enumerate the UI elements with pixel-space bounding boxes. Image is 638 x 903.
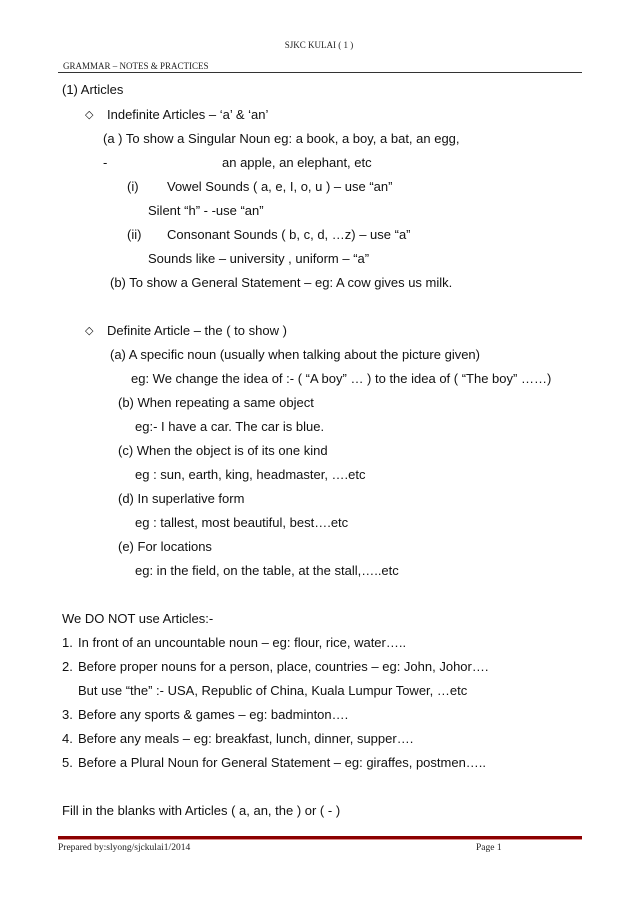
subheading: We DO NOT use Articles:- [62,611,214,626]
header-title: SJKC KULAI ( 1 ) [284,40,354,50]
text-line: (c) When the object is of its one kind [118,443,328,458]
exercise-instruction: Fill in the blanks with Articles ( a, an, the ) or ( - ) [62,803,341,818]
text-line: (i) [127,179,139,194]
text-line: Vowel Sounds ( a, e, I, o, u ) – use “an” [167,179,393,194]
text-line: eg: We change the idea of :- ( “A boy” … ) to the idea of ( “The boy” ……) [131,371,552,386]
list-item: Before any sports & games – eg: badminton…. [78,707,349,722]
text-line: (ii) [127,227,142,242]
header-rule [58,72,582,73]
list-number: 4. [62,731,73,746]
text-line: Consonant Sounds ( b, c, d, …z) – use “a” [167,227,411,242]
text-line: Silent “h” - -use “an” [148,203,264,218]
list-number: 3. [62,707,73,722]
text-line: eg: in the field, on the table, at the stall,…..etc [135,563,399,578]
list-item: In front of an uncountable noun – eg: flour, rice, water….. [78,635,407,650]
text-line: - [103,155,108,170]
text-line: (a ) To show a Singular Noun eg: a book, a boy, a bat, an egg, [103,131,460,146]
header-subtitle: GRAMMAR – NOTES & PRACTICES [63,61,209,71]
text-line: (b) To show a General Statement – eg: A cow gives us milk. [110,275,453,290]
list-item: Before proper nouns for a person, place, countries – eg: John, Johor…. [78,659,489,674]
text-line: (b) When repeating a same object [118,395,314,410]
text-line: eg : sun, earth, king, headmaster, ….etc [135,467,366,482]
list-item: But use “the” :- USA, Republic of China, Kuala Lumpur Tower, …etc [78,683,468,698]
footer-rule [58,836,582,840]
text-line: eg:- I have a car. The car is blue. [135,419,325,434]
text-line: an apple, an elephant, etc [222,155,372,170]
section-heading: (1) Articles [62,82,124,97]
text-line: (a) A specific noun (usually when talking about the picture given) [110,347,480,362]
list-number: 5. [62,755,73,770]
subheading: Definite Article – the ( to show ) [107,323,287,338]
text-line: Sounds like – university , uniform – “a” [148,251,370,266]
text-line: (e) For locations [118,539,212,554]
subheading: Indefinite Articles – ‘a’ & ‘an’ [107,107,269,122]
diamond-bullet-icon: ◇ [85,325,94,337]
list-number: 1. [62,635,73,650]
list-item: Before any meals – eg: breakfast, lunch, dinner, supper…. [78,731,414,746]
text-line: (d) In superlative form [118,491,245,506]
footer-prepared-by: Prepared by:slyong/sjckulai1/2014 [58,843,191,853]
text-line: eg : tallest, most beautiful, best….etc [135,515,349,530]
footer-page-number: Page 1 [476,843,502,853]
diamond-bullet-icon: ◇ [85,109,94,121]
list-item: Before a Plural Noun for General Statement – eg: giraffes, postmen….. [78,755,487,770]
list-number: 2. [62,659,73,674]
